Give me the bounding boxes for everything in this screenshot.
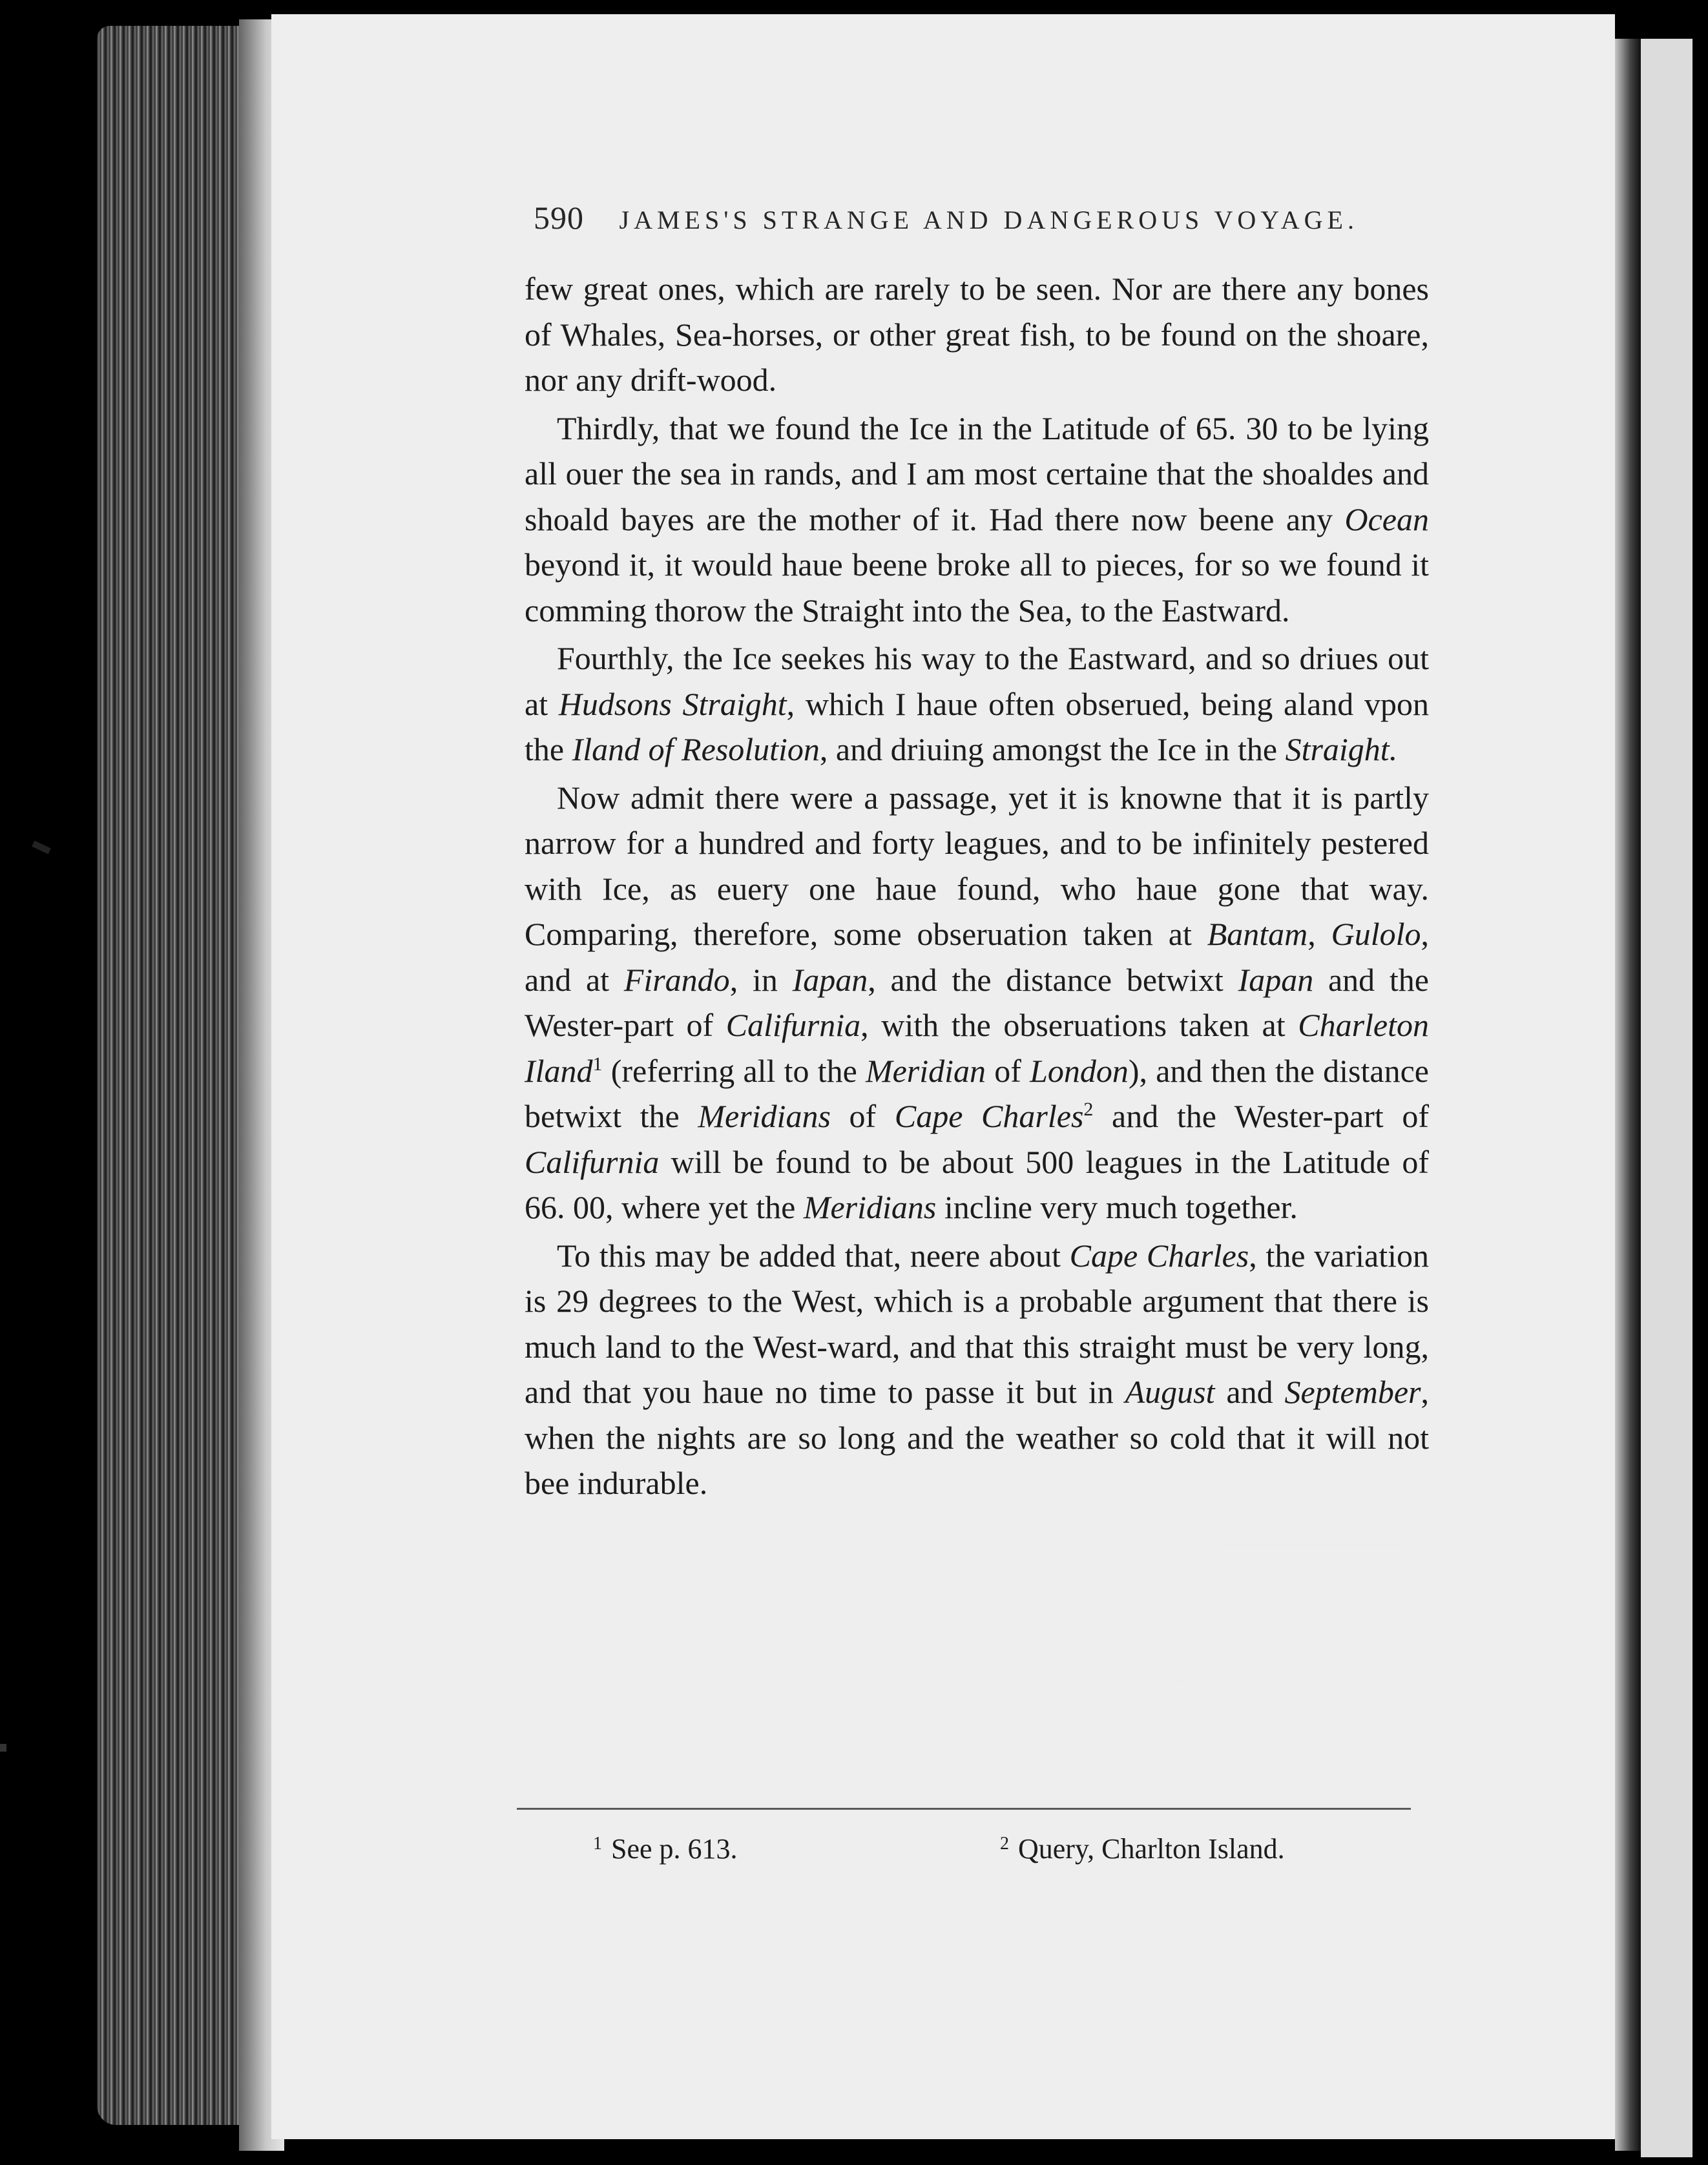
- text-run: , which I haue often obserued, being aland vpon the: [525, 685, 1429, 767]
- text-run: , and driuing amongst the Ice in the: [819, 731, 1286, 767]
- italic-text: Meridian: [865, 1052, 986, 1089]
- italic-text: Bantam: [1207, 916, 1308, 952]
- italic-text: Meridians: [803, 1189, 937, 1225]
- running-title: JAMES'S STRANGE AND DANGEROUS VOYAGE.: [619, 205, 1359, 234]
- text-run: and the Wester-part of: [525, 961, 1429, 1043]
- footnote-1: [593, 1832, 738, 1865]
- footnote-2: [1000, 1832, 1285, 1865]
- text-run: , and the distance betwixt: [868, 961, 1238, 998]
- italic-text: September: [1284, 1374, 1421, 1410]
- text-run: Thirdly, that we found the Ice in the Latitude of 65. 30 to be lying all ouer the sea in rands, and I am most certaine that the shoaldes and shoald bayes are the mother of it. Had there now beene any: [525, 409, 1429, 537]
- text-run: , with the obseruations taken at: [860, 1007, 1298, 1043]
- text-run: ), and then the distance betwixt the: [525, 1052, 1429, 1134]
- faded-scan-area: [1208, 1508, 1447, 1548]
- scan-artifact-dot: [0, 1744, 6, 1752]
- footnote-reference: 2: [1083, 1099, 1094, 1120]
- text-run: , and at: [525, 916, 1430, 998]
- text-run: of: [830, 1098, 895, 1134]
- footnote-mark: 2: [1000, 1834, 1009, 1854]
- text-run: and: [1214, 1374, 1285, 1410]
- italic-text: Iapan: [792, 961, 868, 998]
- text-run: , when the nights are so long and the weather so cold that it will not bee indurable.: [525, 1374, 1429, 1501]
- italic-text: Charleton Iland: [525, 1007, 1430, 1089]
- italic-text: Iapan: [1238, 961, 1314, 998]
- text-run: , the variation is 29 degrees to the West, which is a probable argument that there is much land to the West-ward, and that this straight must be very long, and that you haue no time to passe it but in: [525, 1237, 1429, 1410]
- italic-text: August: [1125, 1374, 1215, 1410]
- text-run: Fourthly, the Ice seekes his way to the Eastward, and so driues out at: [525, 640, 1429, 722]
- footnote-text: Query, Charlton Island.: [1018, 1833, 1285, 1865]
- page-number: 590: [534, 200, 584, 236]
- right-page-gutter: [1615, 39, 1641, 2151]
- italic-text: Califurnia: [525, 1143, 660, 1180]
- paragraph: [525, 636, 1429, 772]
- paragraph: [525, 266, 1429, 403]
- text-run: ,: [1307, 916, 1331, 952]
- italic-text: Straight.: [1285, 731, 1398, 767]
- text-run: (referring all to the: [602, 1052, 866, 1089]
- faded-scan-area: [1156, 1599, 1408, 1639]
- text-run: To this may be added that, neere about: [557, 1237, 1070, 1274]
- italic-text: Firando: [623, 961, 730, 998]
- italic-text: Gulolo: [1331, 916, 1421, 952]
- text-run: and the Wester-part of: [1093, 1098, 1429, 1134]
- faded-scan-area: [1137, 1645, 1266, 1684]
- paragraph: [525, 1233, 1429, 1506]
- paragraph: [525, 775, 1429, 1230]
- italic-text: Iland of Resolution: [572, 731, 820, 767]
- paragraph: [525, 406, 1429, 634]
- faded-scan-area: [1118, 1553, 1415, 1593]
- text-run: Now admit there were a passage, yet it is knowne that it is partly narrow for a hundred and forty leagues, and to be infinitely pestered with Ice, as euery one haue found, who haue gone that way. Comparing, therefore, some obseruation taken at: [525, 779, 1429, 952]
- body-text: [525, 266, 1429, 1509]
- running-header: [534, 199, 1359, 236]
- text-run: few great ones, which are rarely to be seen. Nor are there any bones of Whales, Sea-horses, or other great fish, to be found on the shoare, nor any drift-wood.: [525, 271, 1429, 398]
- text-run: incline very much together.: [936, 1189, 1298, 1225]
- scan-artifact-mark: [32, 841, 51, 855]
- italic-text: Cape Charles: [894, 1098, 1084, 1134]
- italic-text: Califurnia: [725, 1007, 861, 1043]
- footnote-mark: 1: [593, 1834, 602, 1854]
- italic-text: Hudsons Straight: [558, 685, 787, 722]
- italic-text: Cape Charles: [1069, 1237, 1249, 1274]
- text-run: beyond it, it would haue beene broke all to pieces, for so we found it comming thorow the Straight into the Sea, to the Eastward.: [525, 546, 1429, 628]
- text-run: , in: [729, 961, 793, 998]
- italic-text: London: [1030, 1052, 1129, 1089]
- footnote-text: See p. 613.: [611, 1833, 738, 1865]
- facing-page-edge: [1641, 39, 1692, 2157]
- footnote-rule: [517, 1808, 1411, 1810]
- footnote-reference: 1: [592, 1053, 603, 1075]
- text-run: will be found to be about 500 leagues in the Latitude of 66. 00, where yet the: [525, 1143, 1429, 1225]
- italic-text: Meridians: [698, 1098, 831, 1134]
- italic-text: Ocean: [1344, 501, 1429, 537]
- faded-scan-area: [1182, 1690, 1266, 1729]
- text-run: of: [986, 1052, 1030, 1089]
